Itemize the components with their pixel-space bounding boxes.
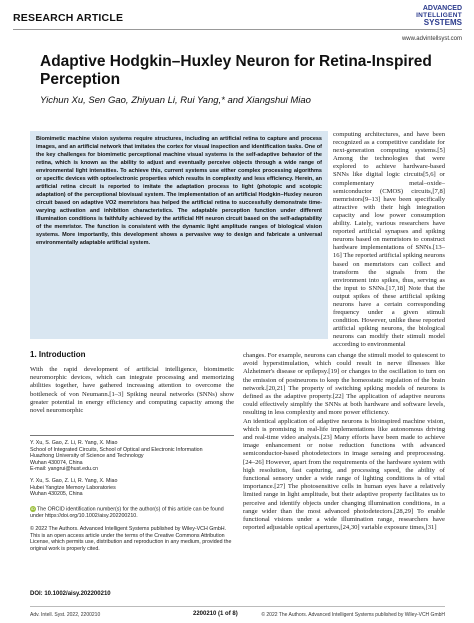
logo-line-3: SYSTEMS: [423, 18, 462, 27]
orcid-text[interactable]: The ORCID identification number(s) for the author(s) of this article can be found under https://doi.org/10.1002/aisy.202200210.: [30, 506, 224, 519]
journal-url[interactable]: www.advintellsyst.com: [401, 36, 462, 42]
orcid-note: [30, 506, 234, 520]
intro-text: With the rapid development of artificial intelligence, biomimetic neuromorphic devices, which can integrate processing and memorizing abilities together, have gathered increasing attention to overcome the bottleneck of von Neumann.[1–3] Spiking neural networks (SNNs) show greater potential in energy efficiency and computing capacity among the novel neuromorphic: [30, 366, 234, 415]
affiliation-1: Y. Xu, S. Gao, Z. Li, R. Yang, X. Miao School of Integrated Circuits, School of Optical and Electronic Information Huazhong University of Science and Technology Wuhan 430074, China E-mail: yangrui@hust.edu.cn: [30, 440, 203, 473]
right-column-text: computing architectures, and have been recognized as a competitive candidate for next-generation computing systems.[5] Among the technologies that were explored to achieve hardware-based SNNs like digital logic circuits[5,6] or complementary metal–oxide–semiconductor (CMOS) circuits,[7,8] memristors[9–13] have been specifically attractive with their high integration capacity and low power consumption ability. Lately, various researchers have reported artificial synapses and spiking neurons based on memristors to construct hardware implementations of SNNs.[13–16] The reported artificial spiking neurons based on memristors can collect and transform the signals from the environment into spikes, thus, serving as the input to SNNs.[17,18] Note that the output spikes of these artificial spiking neurons have a certain corresponding frequency under a given stimuli condition. However, unlike these reported artificial spiking neurons, the biological neurons can modify their stimuli model according to environmental: [333, 131, 445, 349]
header-rule: [13, 29, 462, 30]
article-title: Adaptive Hodgkin–Huxley Neuron for Retina-Inspired Perception: [40, 53, 432, 88]
abstract-box: [30, 131, 328, 339]
license-note: © 2022 The Authors. Advanced Intelligent Systems published by Wiley-VCH GmbH. This is an open access article under the terms of the Creative Commons Attribution License, which permits use, distribution and reproduction in any medium, provided the original work is properly cited.: [30, 526, 232, 552]
logo-line-2: INTELLIGENT: [416, 12, 462, 19]
footer-copyright: © 2022 The Authors. Advanced Intelligent Systems published by Wiley-VCH GmbH: [261, 612, 445, 618]
orcid-icon: iD: [31, 506, 35, 511]
lower-right-text: changes. For example, neurons can change the stimuli model to quiescent to avoid hyperstimulation, which could result in nerve illnesses like Alzheimer's disease or epilepsy.[19] or changes to the oscillation to turn on the emission of postneurons to keep the homeostatic regulation of the brain network.[20,21] The property of switching spiking models of neurons is defined as the adaptive property.[22] The application of adaptive neurons could effectively simplify the SNNs at both hardware and software levels, resulting in less complexity and more power efficiency. An identical application of adaptive neurons is bioinspired machine vision, which is promising in real-life implementations like autonomous driving and real-time video analysis.[23] Many efforts have been made to achieve image enhancement or noise reduction functions with advanced semiconductor-based photodetectors in image sensing and preprocessing.[24–26] However, apart from the requirements of the hardware system with high resolution, fast capturing, and processing speed, the ability of functional sensory under a wide range of lighting conditions is of vital importance.[27] The photosensitive cells in human eyes have a relatively limited range in light amplitude, but their adaptive property facilitates us to perceive and identify objects under changing illumination conditions, in a range wider than the most advanced photodetectors.[28,29] To enable functional visions under a wide illumination range, researchers have reported adjustable optical apertures,[24,30] variable exposure times,[31]: [243, 352, 445, 532]
header-label: RESEARCH ARTICLE: [13, 12, 124, 24]
affiliation-2: Y. Xu, S. Gao, Z. Li, R. Yang, X. Miao Hubei Yangtze Memory Laboratories Wuhan 430205, China: [30, 478, 118, 498]
intro-heading: 1. Introduction: [30, 350, 86, 359]
footer-rule: [30, 606, 445, 607]
doi[interactable]: DOI: 10.1002/aisy.202200210: [30, 591, 111, 597]
footer-page: 2200210 (1 of 8): [193, 611, 238, 617]
footer-citation: Adv. Intell. Syst. 2022, 2200210: [30, 612, 101, 618]
abstract-text: Biomimetic machine vision systems require structures, including an artificial retina to capture and process images, and an artificial network that imitates the cortex for visual inspection and identification tasks. One of the key challenges for biomimetic perceptional machine visual systems is the self-adaptive behavior of the retina, which is known as the ability to adjust and eventually perceive objects through a wide range of environmental light intensities. To achieve this, current systems use either complex processing algorithms or specific devices with optoelectronic properties which results in complexity and less efficiency. Herein, an artificial retina circuit is reported to imitate the adaptation process to light (photopic and scotopic adaptation) of the perceptional biovisual system. The implementation of an artificial Hodgkin–Huxley neuron circuit based on adaptive VO2 memristors has helped the artificial retina to successfully demonstrate time-varying activation and inhibition characteristics. The adaptable perception function under different illumination conditions is faithfully achieved by the artificial HH neuron circuit based on the self-adaptability of the memristor. The function is consistent with the dynamic light amplitude ranges of biological vision systems. More importantly, this development shows a pervasive way to design and fabricate a universal environmentally adaptable artificial system.: [36, 136, 322, 246]
author-list: Yichun Xu, Sen Gao, Zhiyuan Li, Rui Yang,* and Xiangshui Miao: [40, 95, 311, 106]
footnote-rule: [30, 435, 234, 436]
journal-logo: [404, 5, 462, 26]
logo-line-1: ADVANCED: [422, 5, 462, 12]
